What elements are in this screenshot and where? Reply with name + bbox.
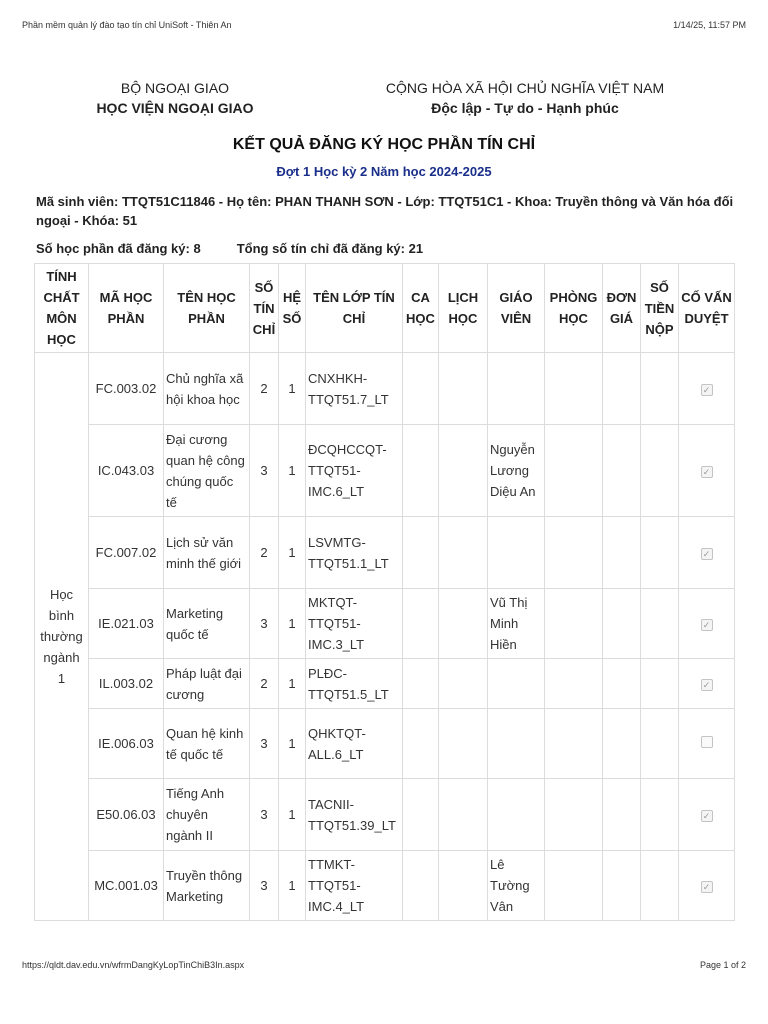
country-name: CỘNG HÒA XÃ HỘI CHỦ NGHĨA VIỆT NAM xyxy=(385,80,665,96)
schedule-cell xyxy=(439,425,488,517)
header-cell: SỐ TIỀN NỘP xyxy=(641,264,679,353)
unit-price-cell xyxy=(603,425,641,517)
national-motto-block xyxy=(370,78,680,118)
course-code-cell: IL.003.02 xyxy=(89,659,164,709)
credits-cell: 3 xyxy=(250,851,279,921)
advisor-approval-cell xyxy=(679,779,735,851)
shift-cell xyxy=(403,353,439,425)
checkbox-checked-icon: ✓ xyxy=(701,679,713,691)
header-cell: GIÁO VIÊN xyxy=(488,264,545,353)
unit-price-cell xyxy=(603,659,641,709)
table-row xyxy=(35,851,735,921)
checkbox-checked-icon: ✓ xyxy=(701,548,713,560)
amount-paid-cell xyxy=(641,589,679,659)
amount-paid-cell xyxy=(641,709,679,779)
header-cell: TÊN HỌC PHẦN xyxy=(164,264,250,353)
course-code-cell: FC.007.02 xyxy=(89,517,164,589)
course-code-cell: E50.06.03 xyxy=(89,779,164,851)
unit-price-cell xyxy=(603,851,641,921)
credits-cell: 2 xyxy=(250,353,279,425)
schedule-cell xyxy=(439,779,488,851)
table-row xyxy=(35,589,735,659)
table-row xyxy=(35,779,735,851)
table-row xyxy=(35,709,735,779)
teacher-cell: Vũ Thị Minh Hiền xyxy=(488,589,545,659)
shift-cell xyxy=(403,517,439,589)
coefficient-cell: 1 xyxy=(279,589,306,659)
print-header xyxy=(22,20,746,30)
schedule-cell xyxy=(439,659,488,709)
shift-cell xyxy=(403,425,439,517)
ministry-name: BỘ NGOẠI GIAO xyxy=(120,80,230,96)
course-name-cell: Truyền thông Marketing xyxy=(164,851,250,921)
print-header-datetime: 1/14/25, 11:57 PM xyxy=(673,20,746,30)
shift-cell xyxy=(403,709,439,779)
room-cell xyxy=(545,425,603,517)
course-type-cell: Học bình thường ngành 1 xyxy=(35,353,89,921)
room-cell xyxy=(545,851,603,921)
checkbox-checked-icon: ✓ xyxy=(701,619,713,631)
page-number: Page 1 of 2 xyxy=(699,960,746,970)
credits-cell: 3 xyxy=(250,709,279,779)
header-cell: PHÒNG HỌC xyxy=(545,264,603,353)
room-cell xyxy=(545,709,603,779)
unit-price-cell xyxy=(603,353,641,425)
room-cell xyxy=(545,517,603,589)
class-name-cell: QHKTQT-ALL.6_LT xyxy=(306,709,403,779)
class-name-cell: LSVMTG-TTQT51.1_LT xyxy=(306,517,403,589)
table-row xyxy=(35,425,735,517)
table-row xyxy=(35,517,735,589)
course-name-cell: Chủ nghĩa xã hội khoa học xyxy=(164,353,250,425)
teacher-cell xyxy=(488,353,545,425)
checkbox-checked-icon: ✓ xyxy=(701,466,713,478)
class-name-cell: MKTQT-TTQT51-IMC.3_LT xyxy=(306,589,403,659)
amount-paid-cell xyxy=(641,353,679,425)
unit-price-cell xyxy=(603,589,641,659)
advisor-approval-cell xyxy=(679,709,735,779)
table-body xyxy=(35,353,735,921)
coefficient-cell: 1 xyxy=(279,353,306,425)
header-cell: CA HỌC xyxy=(403,264,439,353)
teacher-cell xyxy=(488,779,545,851)
teacher-cell: Lê Tường Vân xyxy=(488,851,545,921)
header-cell: HỆ SỐ xyxy=(279,264,306,353)
course-name-cell: Đại cương quan hệ công chúng quốc tế xyxy=(164,425,250,517)
course-code-cell: IC.043.03 xyxy=(89,425,164,517)
checkbox-checked-icon: ✓ xyxy=(701,881,713,893)
checkbox-checked-icon: ✓ xyxy=(701,810,713,822)
header-cell: MÃ HỌC PHẦN xyxy=(89,264,164,353)
credits-cell: 3 xyxy=(250,779,279,851)
schedule-cell xyxy=(439,353,488,425)
schedule-cell xyxy=(439,851,488,921)
class-name-cell: PLĐC-TTQT51.5_LT xyxy=(306,659,403,709)
shift-cell xyxy=(403,659,439,709)
page-title: KẾT QUẢ ĐĂNG KÝ HỌC PHẦN TÍN CHỈ xyxy=(232,136,536,153)
unit-price-cell xyxy=(603,779,641,851)
amount-paid-cell xyxy=(641,659,679,709)
credits-cell: 2 xyxy=(250,659,279,709)
schedule-cell xyxy=(439,589,488,659)
teacher-cell: Nguyễn Lương Diệu An xyxy=(488,425,545,517)
advisor-approval-cell xyxy=(679,851,735,921)
header-cell: SỐ TÍN CHỈ xyxy=(250,264,279,353)
credits-cell: 2 xyxy=(250,517,279,589)
schedule-cell xyxy=(439,517,488,589)
class-name-cell: TTMKT-TTQT51-IMC.4_LT xyxy=(306,851,403,921)
credits-cell: 3 xyxy=(250,589,279,659)
teacher-cell xyxy=(488,659,545,709)
room-cell xyxy=(545,779,603,851)
amount-paid-cell xyxy=(641,425,679,517)
advisor-approval-cell xyxy=(679,659,735,709)
header-cell: TÍNH CHẤT MÔN HỌC xyxy=(35,264,89,353)
table-header-row xyxy=(35,264,735,353)
registration-summary xyxy=(36,241,736,256)
class-name-cell: CNXHKH-TTQT51.7_LT xyxy=(306,353,403,425)
course-name-cell: Lịch sử văn minh thế giới xyxy=(164,517,250,589)
course-name-cell: Tiếng Anh chuyên ngành II xyxy=(164,779,250,851)
print-header-title: Phần mềm quản lý đào tạo tín chỉ UniSoft - Thiên An xyxy=(22,20,232,30)
coefficient-cell: 1 xyxy=(279,425,306,517)
checkbox-unchecked-icon xyxy=(701,736,713,748)
class-name-cell: ĐCQHCCQT-TTQT51-IMC.6_LT xyxy=(306,425,403,517)
course-name-cell: Marketing quốc tế xyxy=(164,589,250,659)
coefficient-cell: 1 xyxy=(279,779,306,851)
advisor-approval-cell xyxy=(679,589,735,659)
motto: Độc lập - Tự do - Hạnh phúc xyxy=(431,100,619,116)
amount-paid-cell xyxy=(641,851,679,921)
course-code-cell: IE.006.03 xyxy=(89,709,164,779)
shift-cell xyxy=(403,851,439,921)
header-cell: CỐ VẤN DUYỆT xyxy=(679,264,735,353)
table-row xyxy=(35,353,735,425)
unit-price-cell xyxy=(603,709,641,779)
course-name-cell: Quan hệ kinh tế quốc tế xyxy=(164,709,250,779)
room-cell xyxy=(545,659,603,709)
ministry-block xyxy=(80,78,270,118)
course-name-cell: Pháp luật đại cương xyxy=(164,659,250,709)
course-code-cell: FC.003.02 xyxy=(89,353,164,425)
credit-total: Tổng số tín chỉ đã đăng ký: 21 xyxy=(236,241,424,256)
coefficient-cell: 1 xyxy=(279,851,306,921)
print-footer xyxy=(22,960,746,970)
class-name-cell: TACNII-TTQT51.39_LT xyxy=(306,779,403,851)
registration-table xyxy=(34,263,735,921)
shift-cell xyxy=(403,589,439,659)
course-code-cell: MC.001.03 xyxy=(89,851,164,921)
coefficient-cell: 1 xyxy=(279,659,306,709)
header-cell: ĐƠN GIÁ xyxy=(603,264,641,353)
advisor-approval-cell xyxy=(679,425,735,517)
teacher-cell xyxy=(488,709,545,779)
advisor-approval-cell xyxy=(679,517,735,589)
room-cell xyxy=(545,353,603,425)
course-count: Số học phần đã đăng ký: 8 xyxy=(36,241,201,256)
course-code-cell: IE.021.03 xyxy=(89,589,164,659)
schedule-cell xyxy=(439,709,488,779)
header-cell: LỊCH HỌC xyxy=(439,264,488,353)
coefficient-cell: 1 xyxy=(279,517,306,589)
amount-paid-cell xyxy=(641,517,679,589)
header-cell: TÊN LỚP TÍN CHỈ xyxy=(306,264,403,353)
shift-cell xyxy=(403,779,439,851)
advisor-approval-cell xyxy=(679,353,735,425)
table-row xyxy=(35,659,735,709)
checkbox-checked-icon: ✓ xyxy=(701,384,713,396)
teacher-cell xyxy=(488,517,545,589)
credits-cell: 3 xyxy=(250,425,279,517)
unit-price-cell xyxy=(603,517,641,589)
academy-name: HỌC VIỆN NGOẠI GIAO xyxy=(96,100,254,116)
page-subtitle: Đợt 1 Học kỳ 2 Năm học 2024-2025 xyxy=(276,164,492,179)
amount-paid-cell xyxy=(641,779,679,851)
room-cell xyxy=(545,589,603,659)
student-info: Mã sinh viên: TTQT51C11846 - Họ tên: PHAN THANH SƠN - Lớp: TTQT51C1 - Khoa: Truyền thông và Văn hóa đối ngoại - Khóa: 51 xyxy=(36,194,734,228)
coefficient-cell: 1 xyxy=(279,709,306,779)
page-url: https://qldt.dav.edu.vn/wfrmDangKyLopTinChiB3In.aspx xyxy=(22,960,245,970)
